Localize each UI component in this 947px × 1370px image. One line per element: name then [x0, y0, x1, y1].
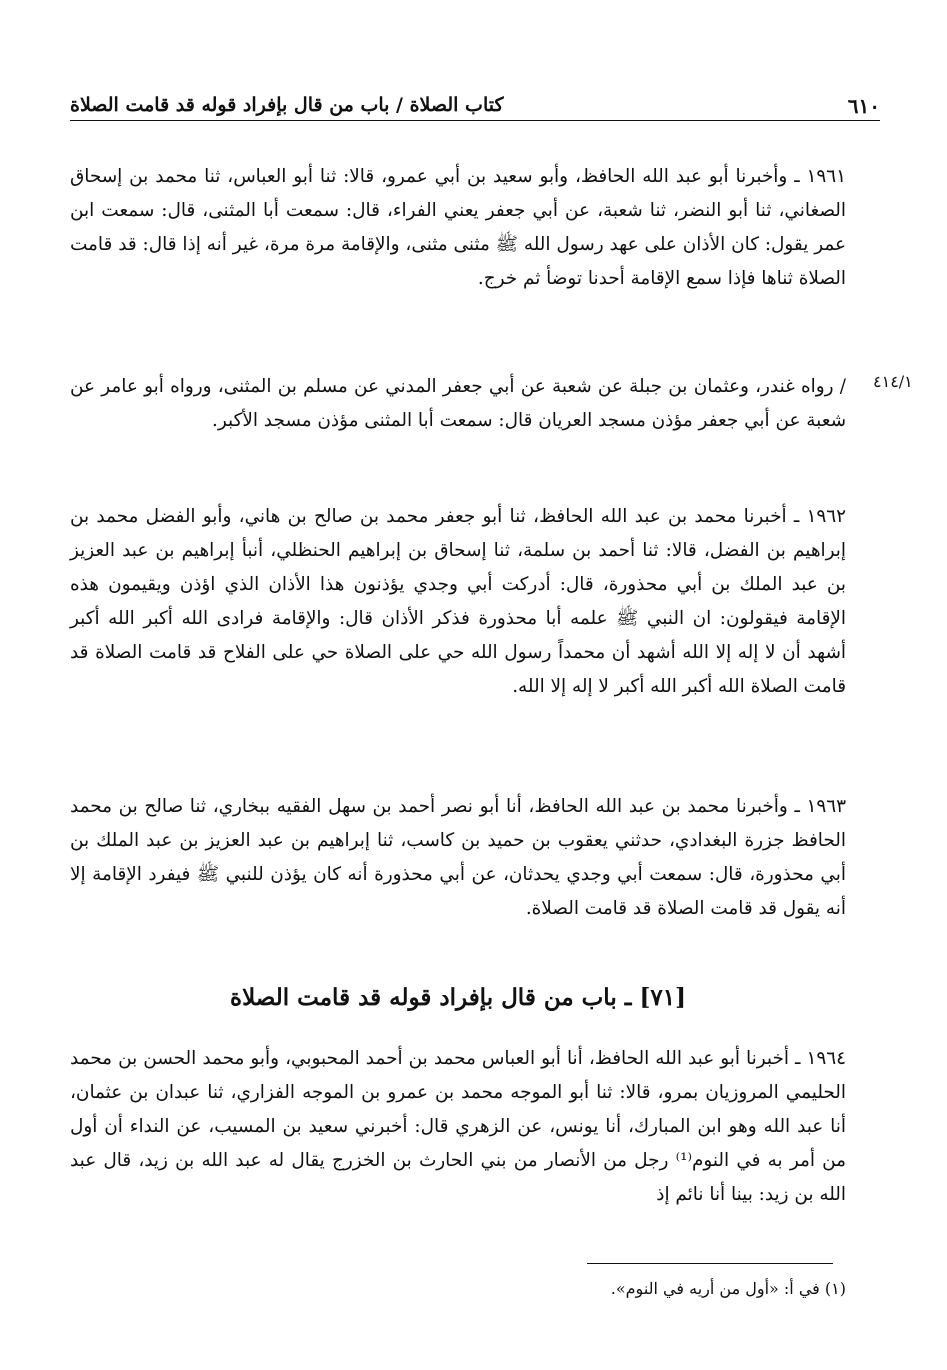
page-number: ٦١٠: [847, 94, 880, 118]
footnote: (١) في أ: «أول من أريه في النوم».: [610, 1279, 846, 1298]
footnote-rule: [587, 1263, 833, 1264]
page-header: [70, 90, 880, 126]
narration-note: / رواه غندر، وعثمان بن جبلة عن شعبة عن أبي جعفر المدني عن مسلم بن المثنى، ورواه أبو عامر عن شعبة عن أبي جعفر مؤذن مسجد العريان قال: سمعت أبا المثنى مؤذن مسجد الأكبر.: [70, 376, 846, 431]
margin-reference: ٤١٤/١: [873, 372, 913, 391]
hadith-1962: ١٩٦٢ ـ أخبرنا محمد بن عبد الله الحافظ، ثنا أبو جعفر محمد بن صالح بن هاني، وأبو الفضل محمد بن إبراهيم بن الفضل، قالا: ثنا أحمد بن سلمة، ثنا إسحاق بن إبراهيم الحنظلي، أنبأ إبراهيم بن عبد العزيز بن عبد الملك بن أبي محذورة، قال: أدركت أبي وجدي يؤذنون هذا الأذان الذي اؤذن ويقيمون هذه الإقامة فيقولون: ان النبي ﷺ علمه أبا محذورة فذكر الأذان قال: والإقامة فرادى الله أكبر الله أكبر أشهد أن لا إله إلا الله أشهد أن محمداً رسول الله حي على الصلاة حي على الفلاح قد قامت الصلاة قد قامت الصلاة الله أكبر الله أكبر لا إله إلا الله.: [70, 506, 846, 697]
hadith-1964: ١٩٦٤ ـ أخبرنا أبو عبد الله الحافظ، أنا أبو العباس محمد بن أحمد المحبوبي، وأبو محمد الحسن بن محمد الحليمي المروزيان بمرو، قالا: ثنا أبو الموجه محمد بن عمرو بن الموجه الفزاري، ثنا عبدان بن عثمان، أنا عبد الله وهو ابن المبارك، أنا يونس، عن الزهري قال: أخبرني سعيد بن المسيب، عن النداء أن أول من أمر به في النوم⁽¹⁾ رجل من الأنصار من بني الحارث بن الخزرج يقال له عبد الله بن زيد، قال عبد الله بن زيد: بينا أنا نائم إذ: [70, 1048, 846, 1205]
running-title: كتاب الصلاة / باب من قال بإفراد قوله قد قامت الصلاة: [70, 94, 504, 116]
chapter-heading: [٧١] ـ باب من قال بإفراد قوله قد قامت الصلاة: [230, 984, 686, 1011]
hadith-1963: ١٩٦٣ ـ وأخبرنا محمد بن عبد الله الحافظ، أنا أبو نصر أحمد بن سهل الفقيه ببخاري، ثنا صالح بن محمد الحافظ جزرة البغدادي، حدثني يعقوب بن حميد بن كاسب، ثنا إبراهيم بن عبد العزيز بن عبد الملك بن أبي محذورة، قال: سمعت أبي وجدي يحدثان، عن أبي محذورة أنه كان يؤذن للنبي ﷺ فيفرد الإقامة إلا أنه يقول قد قامت الصلاة قد قامت الصلاة.: [70, 796, 846, 919]
header-rule: [70, 120, 880, 121]
hadith-1961: ١٩٦١ ـ وأخبرنا أبو عبد الله الحافظ، وأبو سعيد بن أبي عمرو، قالا: ثنا أبو العباس، ثنا محمد بن إسحاق الصغاني، ثنا أبو النضر، ثنا شعبة، عن أبي جعفر يعني الفراء، قال: سمعت أبا المثنى، قال: سمعت ابن عمر يقول: كان الأذان على عهد رسول الله ﷺ مثنى مثنى، والإقامة مرة مرة، غير أنه إذا قال: قد قامت الصلاة ثناها فإذا سمع الإقامة أحدنا توضأ ثم خرج.: [70, 166, 846, 289]
